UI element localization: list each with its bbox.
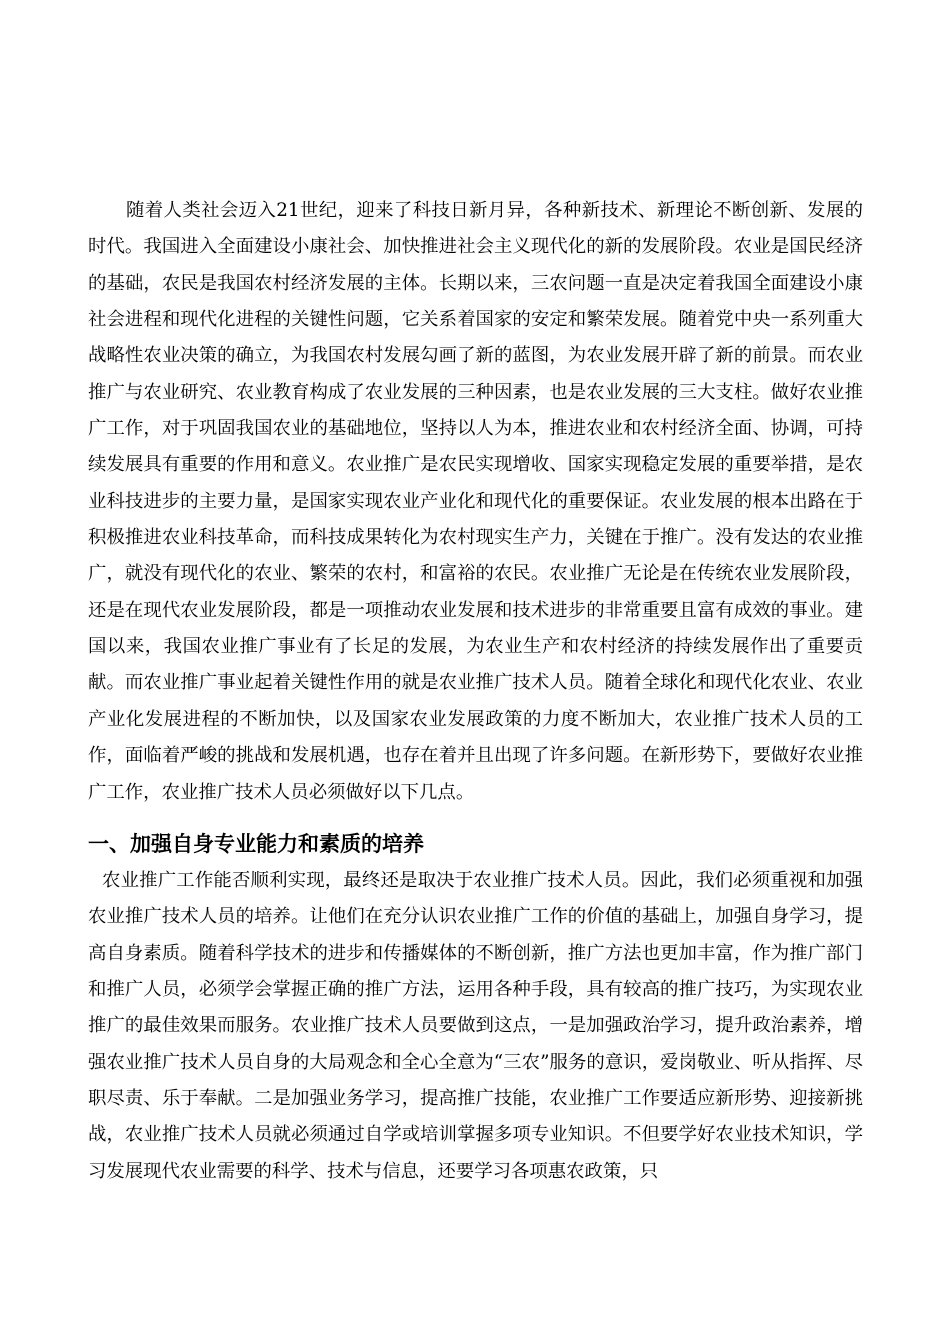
document-page (88, 0, 863, 1344)
section-paragraph: 农业推广工作能否顺利实现，最终还是取决于农业推广技术人员。因此，我们必须重视和加强农业推广技术人员的培养。让他们在充分认识农业推广工作的价值的基础上，加强自身学习，提高自身素质。随着科学技术的进步和传播媒体的不断创新，推广方法也更加丰富，作为推广部门和推广人员，必须学会掌握正确的推广方法，运用各种手段，具有较高的推广技巧，为实现农业推广的最佳效果而服务。农业推广技术人员要做到这点，一是加强政治学习，提升政治素养，增强农业推广技术人员自身的大局观念和全心全意为“三农”服务的意识，爱岗敬业、听从指挥、尽职尽责、乐于奉献。二是加强业务学习，提高推广技能，农业推广工作要适应新形势、迎接新挑战，农业推广技术人员就必须通过自学或培训掌握多项专业知识。不但要学好农业技术知识，学习发展现代农业需要的科学、技术与信息，还要学习各项惠农政策，只 (88, 870, 863, 1182)
intro-paragraph: 随着人类社会迈入21世纪，迎来了科技日新月异，各种新技术、新理论不断创新、发展的时代。我国进入全面建设小康社会、加快推进社会主义现代化的新的发展阶段。农业是国民经济的基础，农民是我国农村经济发展的主体。长期以来，三农问题一直是决定着我国全面建设小康社会进程和现代化进程的关键性问题，它关系着国家的安定和繁荣发展。随着党中央一系列重大战略性农业决策的确立，为我国农村发展勾画了新的蓝图，为农业发展开辟了新的前景。而农业推广与农业研究、农业教育构成了农业发展的三种因素，也是农业发展的三大支柱。做好农业推广工作，对于巩固我国农业的基础地位，坚持以人为本，推进农业和农村经济全面、协调，可持续发展具有重要的作用和意义。农业推广是农民实现增收、国家实现稳定发展的重要举措，是农业科技进步的主要力量，是国家实现农业产业化和现代化的重要保证。农业发展的根本出路在于积极推进农业科技革命，而科技成果转化为农村现实生产力，关键在于推广。没有发达的农业推广，就没有现代化的农业、繁荣的农村，和富裕的农民。农业推广无论是在传统农业发展阶段，还是在现代农业发展阶段，都是一项推动农业发展和技术进步的非常重要且富有成效的事业。建国以来，我国农业推广事业有了长足的发展，为农业生产和农村经济的持续发展作出了重要贡献。而农业推广事业起着关键性作用的就是农业推广技术人员。随着全球化和现代化农业、农业产业化发展进程的不断加快，以及国家农业发展政策的力度不断加大，农业推广技术人员的工作，面临着严峻的挑战和发展机遇，也存在着并且出现了许多问题。在新形势下，要做好农业推广工作，农业推广技术人员必须做好以下几点。 (88, 200, 863, 803)
section-heading: 一、加强自身专业能力和素质的培养 (88, 832, 424, 856)
